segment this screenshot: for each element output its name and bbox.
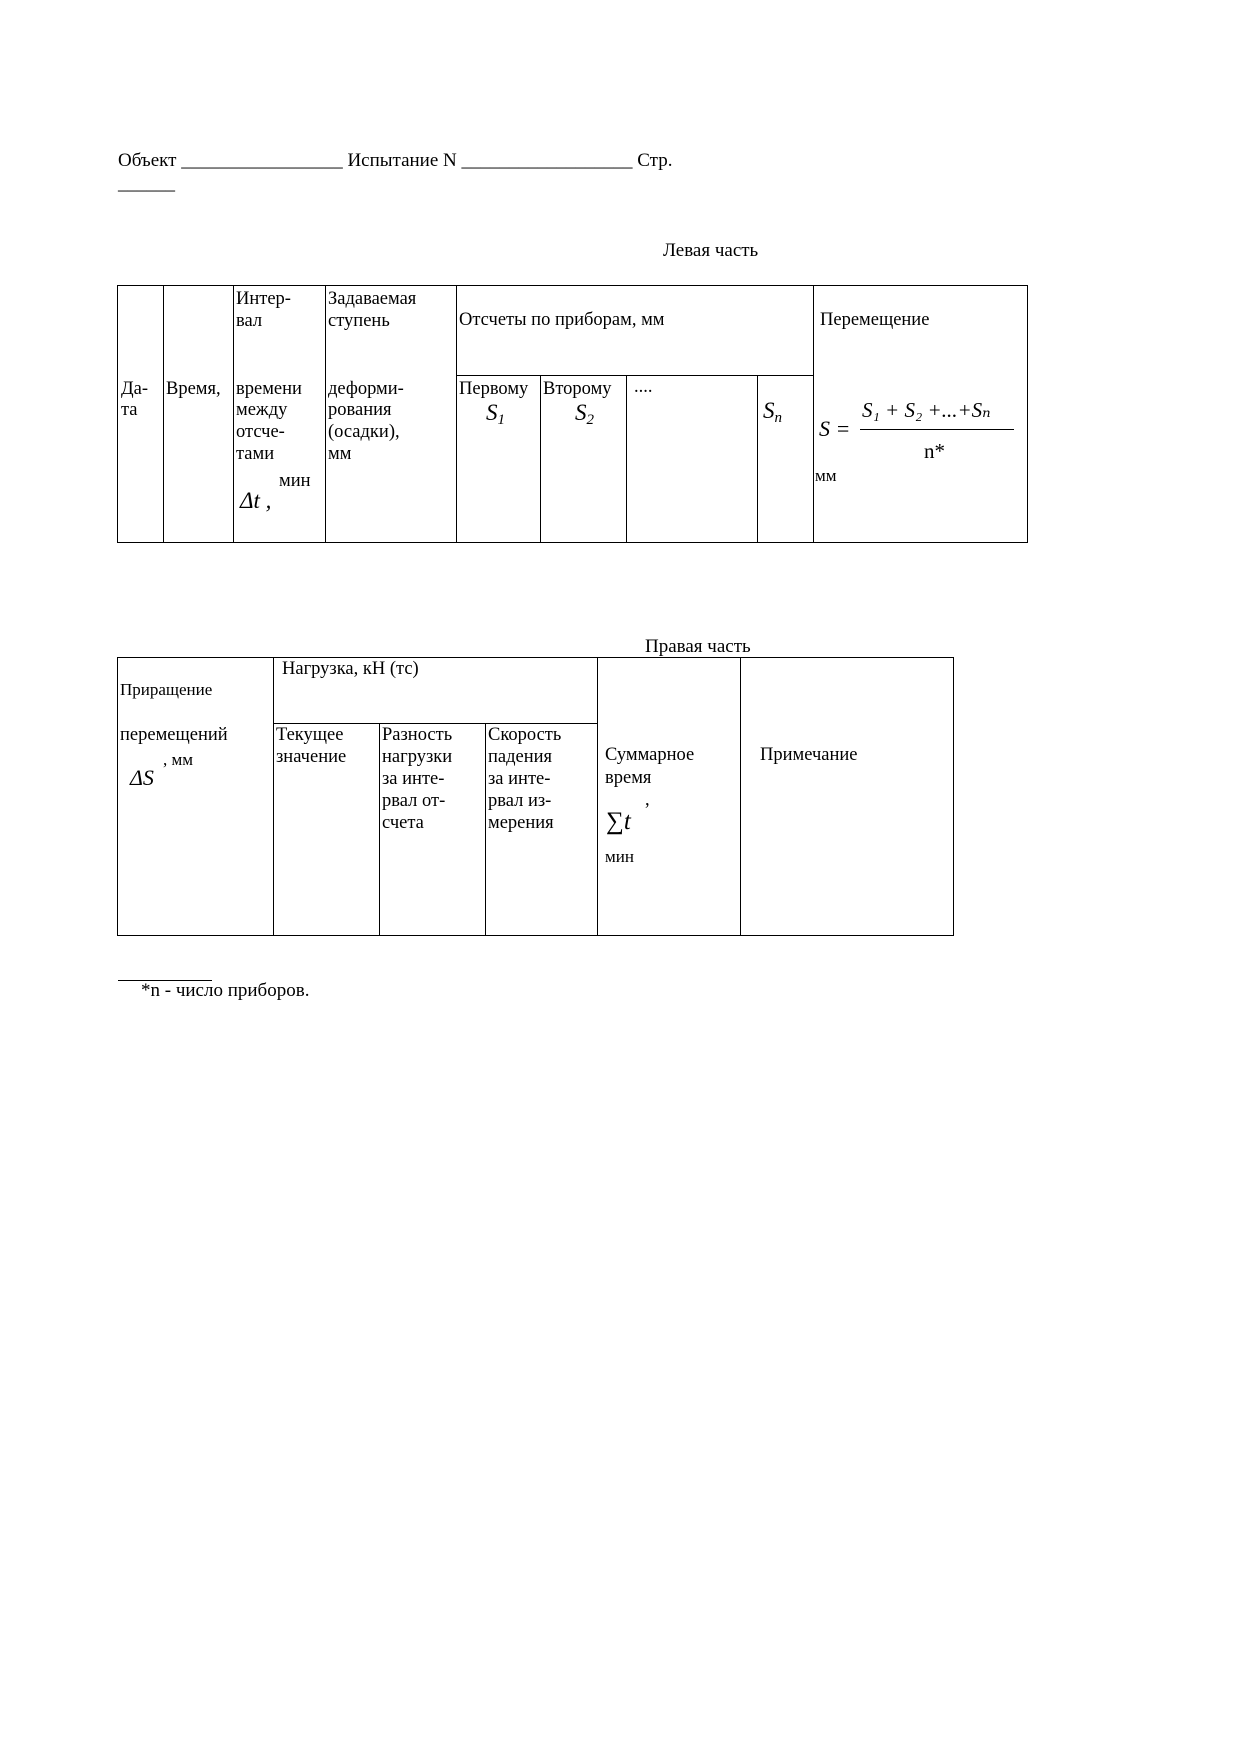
load-current-line2: значение (276, 747, 347, 767)
col-interval-top1: Интер- (236, 289, 291, 309)
col-interval-symbol: Δt , (240, 488, 272, 513)
displacement-header: Перемещение (820, 310, 930, 330)
col-step-top2: ступень (328, 311, 390, 331)
col-date-line2: та (121, 400, 138, 420)
total-time-comma: , (645, 790, 650, 810)
col-time: Время, (166, 379, 221, 399)
col-interval-unit: мин (279, 471, 311, 491)
header-line: Объект _________________ Испытание N __________________ Стр. (118, 150, 673, 171)
left-table-divider (325, 285, 326, 543)
col-step-body1: деформи- (328, 379, 404, 399)
left-table-divider (813, 285, 814, 543)
left-table-divider (163, 285, 164, 543)
col-increment-symbol: ΔS (130, 765, 154, 790)
reading-more: .... (634, 377, 653, 397)
col-interval-body3: отсче- (236, 422, 285, 442)
left-table-divider (540, 375, 541, 543)
total-time-unit: мин (605, 847, 634, 866)
right-table-divider (273, 657, 274, 936)
left-table-divider (757, 375, 758, 543)
formula-numerator: S₁ + S₂ +...+Sₙ (862, 398, 991, 422)
right-table-caption: Правая часть (645, 636, 751, 657)
formula-fraction-bar (860, 429, 1014, 430)
left-table-caption: Левая часть (663, 240, 759, 261)
note-header: Примечание (760, 745, 858, 765)
load-header: Нагрузка, кН (тс) (282, 659, 419, 679)
right-table-divider (740, 657, 741, 936)
total-time-line1: Суммарное (605, 745, 695, 765)
col-step-body4: мм (328, 444, 352, 464)
footnote: *n - число приборов. (141, 980, 310, 1001)
reading2-label: Второму (543, 379, 612, 399)
load-speed-line3: за инте- (488, 769, 551, 789)
right-table-divider (379, 723, 380, 936)
col-step-top1: Задаваемая (328, 289, 417, 309)
left-table-divider (233, 285, 234, 543)
load-diff-line5: счета (382, 813, 424, 833)
right-table-divider (485, 723, 486, 936)
formula-unit: мм (815, 466, 837, 485)
right-table-divider (597, 657, 598, 936)
readings-header: Отсчеты по приборам, мм (459, 310, 665, 330)
load-diff-line1: Разность (382, 725, 453, 745)
load-diff-line2: нагрузки (382, 747, 453, 767)
col-interval-body2: между (236, 400, 288, 420)
col-step-body2: рования (328, 400, 392, 420)
formula-lhs: S = (819, 416, 851, 441)
left-table-divider (626, 375, 627, 543)
reading1-symbol: $S_1$ (486, 400, 505, 428)
header-line-continuation: ______ (118, 173, 175, 194)
load-speed-line1: Скорость (488, 725, 562, 745)
col-increment-top: Приращение (120, 680, 213, 699)
load-diff-line3: за инте- (382, 769, 445, 789)
col-interval-top2: вал (236, 311, 263, 331)
col-step-body3: (осадки), (328, 422, 400, 442)
load-speed-line2: падения (488, 747, 553, 767)
formula-denominator: n* (924, 439, 945, 463)
col-interval-body1: времени (236, 379, 302, 399)
load-speed-line4: рвал из- (488, 791, 552, 811)
reading1-label: Первому (459, 379, 529, 399)
load-diff-line4: рвал от- (382, 791, 446, 811)
reading2-symbol: $S_2$ (575, 400, 594, 428)
col-increment-body: перемещений (120, 725, 228, 745)
load-current-line1: Текущее (276, 725, 344, 745)
reading-n-symbol: $S_n$ (763, 398, 782, 426)
col-interval-body4: тами (236, 444, 275, 464)
col-increment-unit: , мм (163, 750, 194, 769)
total-time-symbol: ∑t (606, 808, 631, 835)
col-date-line1: Да- (121, 379, 148, 399)
load-speed-line5: мерения (488, 813, 554, 833)
total-time-line2: время (605, 768, 652, 788)
left-table-divider (456, 285, 457, 543)
